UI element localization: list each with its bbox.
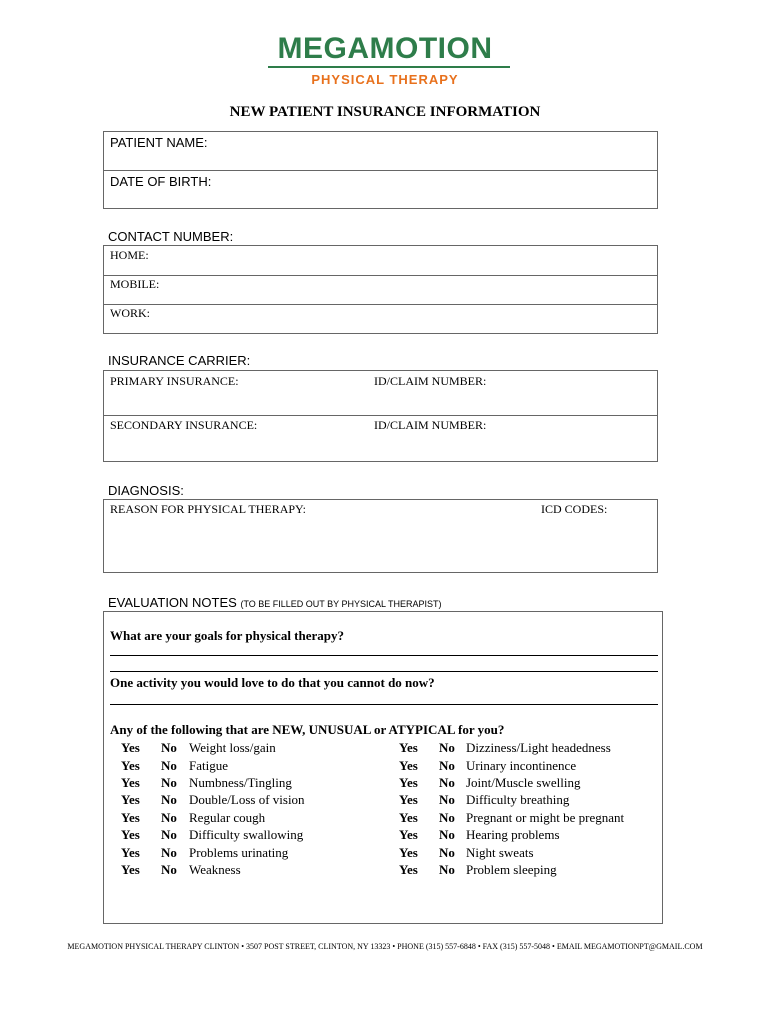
- yes-option[interactable]: [399, 845, 418, 861]
- no-option[interactable]: [161, 792, 177, 808]
- yes-label: Yes: [399, 792, 418, 807]
- insurance-heading: INSURANCE CARRIER:: [108, 353, 251, 368]
- diagnosis-heading: DIAGNOSIS:: [108, 483, 184, 498]
- yes-option[interactable]: [399, 862, 418, 878]
- symptom-label: Fatigue: [189, 758, 228, 773]
- yes-label: Yes: [121, 862, 140, 877]
- symptom-label: Difficulty swallowing: [189, 827, 304, 842]
- yes-option[interactable]: [121, 792, 140, 808]
- symptom-label: Double/Loss of vision: [189, 792, 305, 807]
- no-label: No: [439, 792, 455, 807]
- logo-subtitle: PHYSICAL THERAPY: [311, 72, 459, 87]
- no-label: No: [439, 845, 455, 860]
- primary-claim-number-label: ID/CLAIM NUMBER:: [374, 374, 487, 388]
- no-option[interactable]: [161, 758, 177, 774]
- footer: MEGAMOTION PHYSICAL THERAPY CLINTON • 3507 POST STREET, CLINTON, NY 13323 • PHONE (315) 557-6848 • FAX (315) 557-5048 • EMAIL MEGAMOTIONPT@GMAIL.COM: [67, 942, 703, 951]
- row-divider: [104, 415, 657, 416]
- page-title: NEW PATIENT INSURANCE INFORMATION: [229, 104, 541, 120]
- answer-line: [110, 671, 658, 672]
- diagnosis-box: [103, 499, 658, 573]
- patient-box: [103, 131, 658, 209]
- yes-label: Yes: [399, 810, 418, 825]
- no-option[interactable]: [161, 740, 177, 756]
- patient-name-label: PATIENT NAME:: [110, 135, 208, 150]
- no-option[interactable]: [439, 792, 455, 808]
- primary-insurance-label: PRIMARY INSURANCE:: [110, 374, 239, 388]
- no-option[interactable]: [161, 827, 177, 843]
- answer-line: [110, 655, 658, 656]
- no-label: No: [161, 775, 177, 790]
- symptom-label: Problem sleeping: [466, 862, 557, 877]
- symptom-label: Regular cough: [189, 810, 266, 825]
- symptom-label: Dizziness/Light headedness: [466, 740, 611, 755]
- secondary-insurance-label: SECONDARY INSURANCE:: [110, 418, 258, 432]
- yes-label: Yes: [399, 862, 418, 877]
- evaluation-heading-text: EVALUATION NOTES: [108, 595, 237, 610]
- no-label: No: [439, 740, 455, 755]
- yes-label: Yes: [121, 758, 140, 773]
- logo-divider: [268, 66, 510, 68]
- evaluation-box: [103, 611, 663, 924]
- yes-label: Yes: [399, 827, 418, 842]
- yes-option[interactable]: [121, 740, 140, 756]
- no-option[interactable]: [439, 758, 455, 774]
- no-label: No: [161, 792, 177, 807]
- logo-brand-text: MEGAMOTION: [277, 32, 493, 65]
- symptom-label: Hearing problems: [466, 827, 560, 842]
- yes-option[interactable]: [399, 810, 418, 826]
- no-label: No: [439, 862, 455, 877]
- symptom-label: Pregnant or might be pregnant: [466, 810, 625, 825]
- clinic-logo: [0, 30, 770, 90]
- contact-box: [103, 245, 658, 334]
- insurance-box: [103, 370, 658, 462]
- no-label: No: [439, 827, 455, 842]
- row-divider: [104, 170, 657, 171]
- no-label: No: [161, 827, 177, 842]
- no-option[interactable]: [439, 845, 455, 861]
- yes-option[interactable]: [121, 810, 140, 826]
- no-option[interactable]: [161, 775, 177, 791]
- symptom-label: Difficulty breathing: [466, 792, 570, 807]
- yes-option[interactable]: [399, 827, 418, 843]
- symptom-label: Joint/Muscle swelling: [466, 775, 581, 790]
- no-label: No: [161, 758, 177, 773]
- no-label: No: [439, 758, 455, 773]
- yes-option[interactable]: [121, 775, 140, 791]
- no-label: No: [439, 775, 455, 790]
- yes-label: Yes: [399, 740, 418, 755]
- symptom-label: Urinary incontinence: [466, 758, 577, 773]
- symptom-label: Weakness: [189, 862, 241, 877]
- yes-label: Yes: [121, 810, 140, 825]
- row-divider: [104, 304, 657, 305]
- secondary-claim-number-label: ID/CLAIM NUMBER:: [374, 418, 487, 432]
- no-label: No: [161, 862, 177, 877]
- yes-label: Yes: [399, 845, 418, 860]
- goals-question: What are your goals for physical therapy?: [110, 628, 345, 643]
- symptom-label: Weight loss/gain: [189, 740, 276, 755]
- contact-heading: CONTACT NUMBER:: [108, 229, 234, 244]
- answer-line: [110, 704, 658, 705]
- date-of-birth-label: DATE OF BIRTH:: [110, 174, 212, 189]
- no-option[interactable]: [161, 810, 177, 826]
- evaluation-heading: [108, 595, 442, 610]
- no-option[interactable]: [439, 827, 455, 843]
- reason-label: REASON FOR PHYSICAL THERAPY:: [110, 502, 306, 516]
- yes-option[interactable]: [399, 758, 418, 774]
- yes-option[interactable]: [121, 862, 140, 878]
- no-label: No: [161, 810, 177, 825]
- yes-label: Yes: [121, 775, 140, 790]
- no-label: No: [161, 740, 177, 755]
- no-option[interactable]: [439, 862, 455, 878]
- yes-label: Yes: [121, 845, 140, 860]
- yes-option[interactable]: [399, 792, 418, 808]
- no-option[interactable]: [161, 845, 177, 861]
- yes-option[interactable]: [121, 845, 140, 861]
- symptoms-question: Any of the following that are NEW, UNUSUAL or ATYPICAL for you?: [110, 722, 505, 737]
- symptom-label: Night sweats: [466, 845, 534, 860]
- symptom-label: Problems urinating: [189, 845, 289, 860]
- no-label: No: [161, 845, 177, 860]
- yes-label: Yes: [121, 792, 140, 807]
- no-option[interactable]: [161, 862, 177, 878]
- work-label: WORK:: [110, 306, 150, 320]
- yes-option[interactable]: [121, 827, 140, 843]
- yes-option[interactable]: [121, 758, 140, 774]
- row-divider: [104, 275, 657, 276]
- activity-question: One activity you would love to do that you cannot do now?: [110, 675, 435, 690]
- home-label: HOME:: [110, 248, 149, 262]
- yes-option[interactable]: [399, 775, 418, 791]
- no-option[interactable]: [439, 810, 455, 826]
- yes-label: Yes: [399, 775, 418, 790]
- yes-label: Yes: [399, 758, 418, 773]
- yes-label: Yes: [121, 740, 140, 755]
- no-option[interactable]: [439, 775, 455, 791]
- no-option[interactable]: [439, 740, 455, 756]
- no-label: No: [439, 810, 455, 825]
- mobile-label: MOBILE:: [110, 277, 160, 291]
- yes-option[interactable]: [399, 740, 418, 756]
- yes-label: Yes: [121, 827, 140, 842]
- symptom-label: Numbness/Tingling: [189, 775, 292, 790]
- evaluation-heading-note: (TO BE FILLED OUT BY PHYSICAL THERAPIST): [240, 599, 442, 609]
- icd-codes-label: ICD CODES:: [541, 502, 608, 516]
